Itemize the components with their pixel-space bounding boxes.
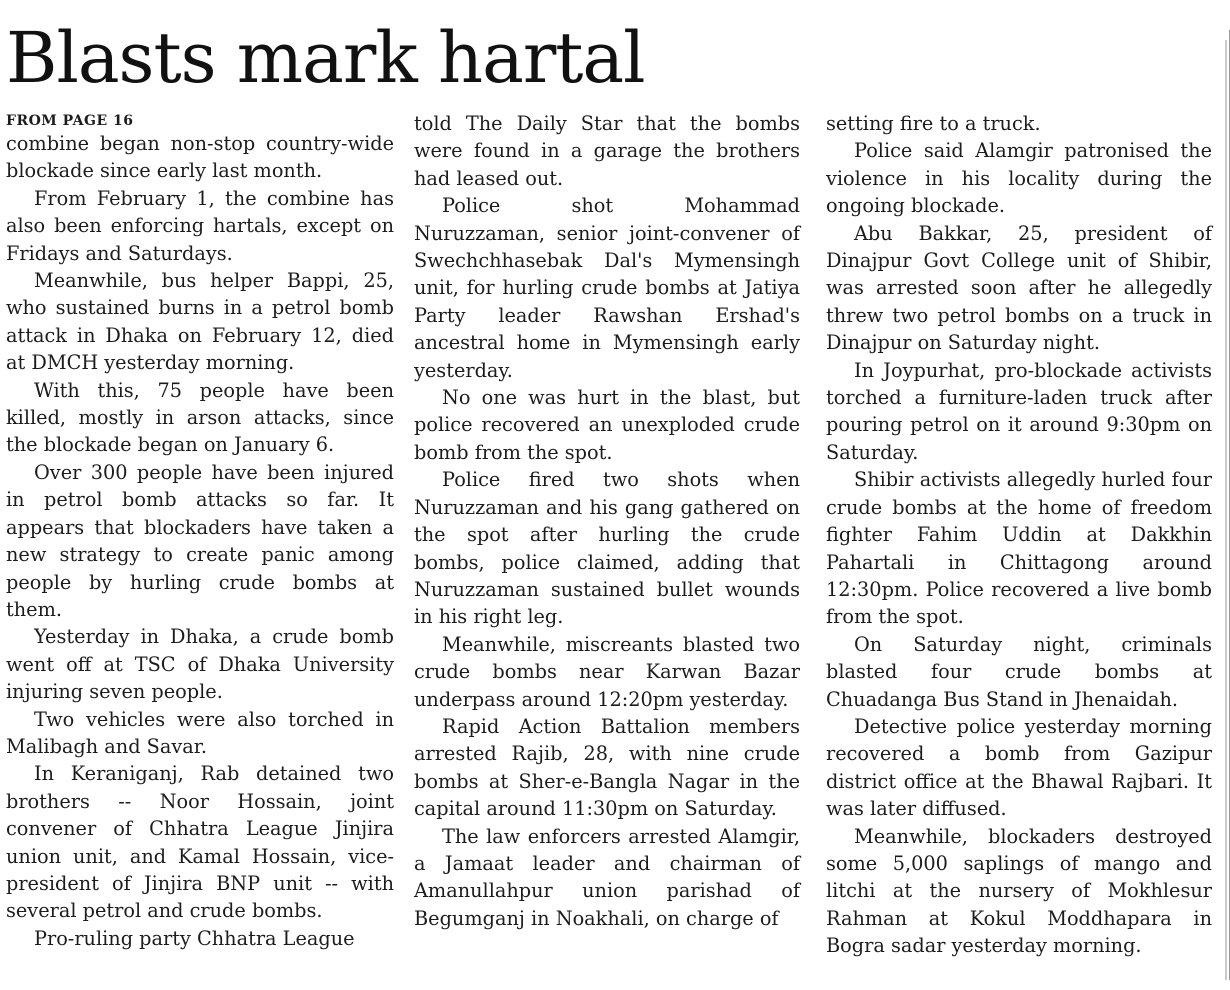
paragraph: In Joypurhat, pro-blockade activists torched a furniture-laden truck after pouring petrol on it around 9:30pm on Saturday.: [826, 358, 1212, 464]
paragraph: combine began non-stop country-wide blockade since early last month.: [6, 132, 394, 183]
headline: Blasts mark hartal: [6, 17, 645, 99]
paragraph: Detective police yesterday morning recovered a bomb from Gazipur district office at the Bhawal Rajbari. It was later diffused.: [826, 714, 1212, 821]
paragraph: Meanwhile, bus helper Bappi, 25, who sustained burns in a petrol bomb attack in Dhaka on February 12, died at DMCH yesterday morning.: [6, 269, 394, 375]
paragraph: Abu Bakkar, 25, president of Dinajpur Govt College unit of Shibir, was arrested soon after he allegedly threw two petrol bombs on a truck in Dinajpur on Saturday night.: [826, 221, 1212, 355]
paragraph: Over 300 people have been injured in petrol bomb attacks so far. It appears that blockaders have taken a new strategy to create panic among people by hurling crude bombs at them.: [6, 460, 394, 621]
paragraph: The law enforcers arrested Alamgir, a Jamaat leader and chairman of Amanullahpur union parishad of Begumganj in Noakhali, on charge of: [414, 824, 800, 930]
article-column-3: [826, 110, 1212, 960]
paragraph: Police said Alamgir patronised the violence in his locality during the ongoing blockade.: [826, 139, 1212, 218]
article-column-2: [414, 110, 800, 932]
paragraph: On Saturday night, criminals blasted four crude bombs at Chuadanga Bus Stand in Jhenaidah.: [826, 632, 1212, 711]
article-column-1: [6, 110, 394, 952]
paragraph: Meanwhile, blockaders destroyed some 5,000 saplings of mango and litchi at the nursery of Mokhlesur Rahman at Kokul Moddhapara in Bogra sadar yesterday morning.: [826, 824, 1212, 958]
paragraph: Yesterday in Dhaka, a crude bomb went off at TSC of Dhaka University injuring seven people.: [6, 625, 394, 704]
paragraph: Shibir activists allegedly hurled four crude bombs at the home of freedom fighter Fahim Uddin at Dakkhin Pahartali in Chittagong around 12:30pm. Police recovered a live bomb from the spot.: [826, 468, 1212, 629]
paragraph: Pro-ruling party Chhatra League: [34, 926, 355, 950]
paragraph: From February 1, the combine has also been enforcing hartals, except on Fridays and Saturdays.: [6, 186, 394, 265]
page-edge-divider: [1225, 40, 1227, 980]
paragraph: told The Daily Star that the bombs were found in a garage the brothers had leased out.: [414, 112, 800, 190]
jump-line: FROM PAGE 16: [6, 113, 134, 129]
paragraph: Rapid Action Battalion members arrested Rajib, 28, with nine crude bombs at Sher-e-Bangla Nagar in the capital around 11:30pm on Saturday.: [414, 714, 800, 821]
paragraph: setting fire to a truck.: [826, 112, 1041, 135]
paragraph: In Keraniganj, Rab detained two brothers -- Noor Hossain, joint convener of Chhatra League Jinjira union unit, and Kamal Hossain, vice-president of Jinjira BNP unit -- with several petrol and crude bombs.: [6, 762, 394, 923]
paragraph: With this, 75 people have been killed, mostly in arson attacks, since the blockade began on January 6.: [6, 378, 394, 457]
paragraph: Two vehicles were also torched in Malibagh and Savar.: [6, 707, 394, 758]
paragraph: No one was hurt in the blast, but police recovered an unexploded crude bomb from the spot.: [414, 386, 800, 464]
paragraph: Police fired two shots when Nuruzzaman and his gang gathered on the spot after hurling the crude bombs, police claimed, adding that Nuruzzaman sustained bullet wounds in his right leg.: [414, 468, 800, 629]
paragraph: Meanwhile, miscreants blasted two crude bombs near Karwan Bazar underpass around 12:20pm yesterday.: [414, 632, 800, 711]
paragraph: Police shot Mohammad Nuruzzaman, senior joint-convener of Swechchhasebak Dal's Mymensingh unit, for hurling crude bombs at Jatiya Party leader Rawshan Ershad's ancestral home in Mymensingh early yesterday.: [414, 194, 800, 382]
